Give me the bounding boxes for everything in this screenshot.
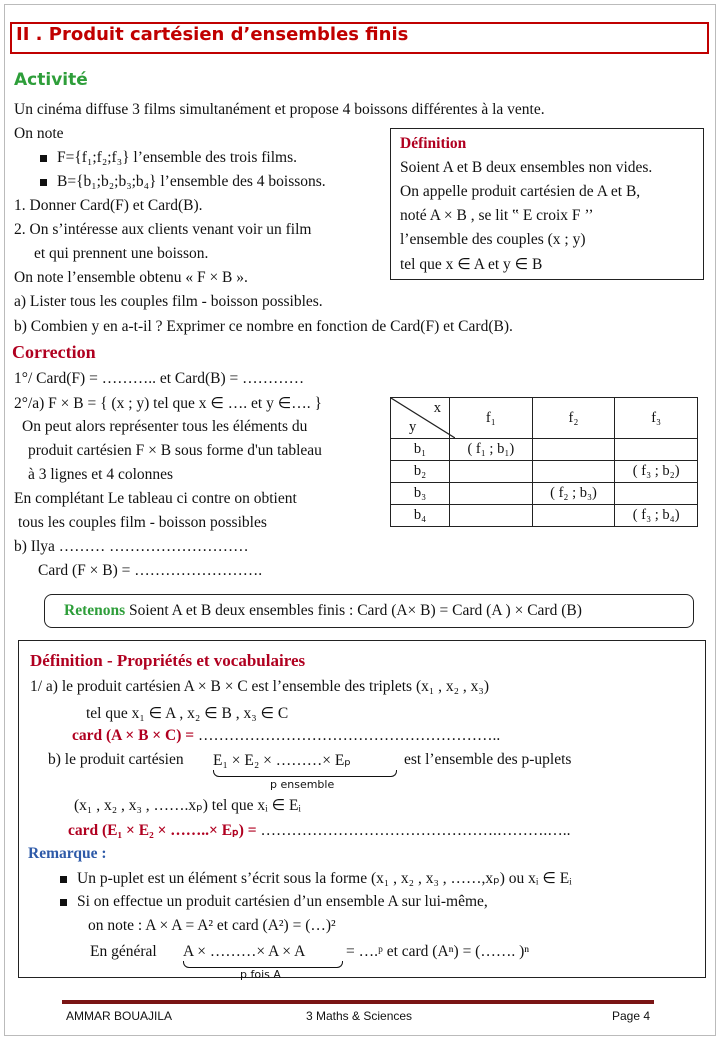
question-2: 2. On s’intéresse aux clients venant voir un film bbox=[14, 221, 312, 238]
row-header: b₁ bbox=[391, 439, 450, 461]
question-2-cont: et qui prennent une boisson. bbox=[34, 245, 209, 262]
correction-line: On peut alors représenter tous les éléments du bbox=[22, 418, 308, 435]
table-cell: ( f₁ ; b₁) bbox=[450, 439, 533, 461]
table-cell: ( f₃ ; b₂) bbox=[615, 461, 698, 483]
card-abc-dots: ………………………………………………….. bbox=[197, 727, 501, 744]
card-e-label: card (E₁ × E₂ × ……..× Eₚ) = bbox=[68, 822, 257, 839]
list-item bbox=[40, 173, 326, 191]
b-suffix: est l’ensemble des p-uplets bbox=[404, 751, 572, 768]
correction-line: En complétant Le tableau ci contre on obtient bbox=[14, 490, 297, 507]
col-header: f₂ bbox=[532, 398, 615, 439]
bullet-icon bbox=[60, 899, 67, 906]
table-cell: ( f₂ ; b₃) bbox=[532, 483, 615, 505]
p-uplet-condition: (x₁ , x₂ , x₃ , …….xₚ) tel que xᵢ ∈ Eᵢ bbox=[74, 797, 301, 814]
remark-1: Un p-uplet est un élément s’écrit sous la forme (x₁ , x₂ , x₃ , ……,xₚ) ou xᵢ ∈ Eᵢ bbox=[77, 870, 572, 887]
question-2-note: On note l’ensemble obtenu « F × B ». bbox=[14, 269, 248, 286]
b-expression: E₁ × E₂ × ………× Eₚ bbox=[213, 752, 351, 769]
couples-table bbox=[390, 397, 698, 527]
bullet-icon bbox=[60, 876, 67, 883]
p-fois-note: p fois A bbox=[240, 968, 281, 981]
remark-2-note: on note : A × A = A² et card (A²) = (…)² bbox=[88, 917, 336, 934]
p-ensemble-note: p ensemble bbox=[270, 778, 335, 791]
remarque-heading: Remarque : bbox=[28, 845, 107, 862]
retenons-text: Soient A et B deux ensembles finis : Card (A× B) = Card (A ) × Card (B) bbox=[129, 602, 582, 619]
table-cell bbox=[450, 461, 533, 483]
table-cell bbox=[532, 439, 615, 461]
activite-intro: Un cinéma diffuse 3 films simultanément et propose 4 boissons différentes à la vente. bbox=[14, 101, 545, 118]
correction-line: à 3 lignes et 4 colonnes bbox=[28, 466, 174, 483]
list-item bbox=[60, 893, 488, 911]
table-cell bbox=[532, 461, 615, 483]
triplet-line: 1/ a) le produit cartésien A × B × C est l’ensemble des triplets (x₁ , x₂ , x₃) bbox=[30, 678, 489, 695]
triplet-condition: tel que x₁ ∈ A , x₂ ∈ B , x₃ ∈ C bbox=[86, 705, 289, 722]
col-header: f₁ bbox=[450, 398, 533, 439]
retenons-line bbox=[64, 602, 582, 620]
correction-line: tous les couples film - boisson possibles bbox=[18, 514, 267, 531]
bullet-icon bbox=[40, 179, 47, 186]
corner-y: y bbox=[409, 419, 417, 435]
table-row bbox=[391, 398, 698, 439]
remark-2: Si on effectue un produit cartésien d’un ensemble A sur lui-même, bbox=[77, 893, 488, 910]
correction-line: 1°/ Card(F) = ……….. et Card(B) = ………… bbox=[14, 370, 305, 387]
footer-author: AMMAR BOUAJILA bbox=[66, 1009, 173, 1023]
definition-line: On appelle produit cartésien de A et B, bbox=[400, 183, 641, 200]
table-cell bbox=[615, 483, 698, 505]
card-e-dots: ……………………………………….……….….. bbox=[260, 822, 571, 839]
question-a: a) Lister tous les couples film - boisson possibles. bbox=[14, 293, 323, 310]
corner-x: x bbox=[433, 400, 441, 416]
table-cell bbox=[615, 439, 698, 461]
list-item bbox=[40, 149, 297, 167]
general-suffix: = ….ᵖ et card (Aⁿ) = (……. )ⁿ bbox=[346, 943, 530, 960]
definition-line: noté A × B , se lit ‟ E croix F ’’ bbox=[400, 207, 594, 224]
definition-title: Définition bbox=[400, 135, 467, 152]
definition-line: l’ensemble des couples (x ; y) bbox=[400, 231, 586, 248]
question-b: b) Combien y en a-t-il ? Exprimer ce nombre en fonction de Card(F) et Card(B). bbox=[14, 318, 513, 335]
general-expression: A × ………× A × A bbox=[183, 943, 306, 960]
on-note: On note bbox=[14, 125, 64, 142]
page-title: II . Produit cartésien d’ensembles finis bbox=[16, 24, 409, 45]
table-cell: ( f₃ ; b₄) bbox=[615, 505, 698, 527]
activite-heading: Activité bbox=[14, 70, 88, 90]
definition-line: Soient A et B deux ensembles non vides. bbox=[400, 159, 653, 176]
footer-bar bbox=[62, 1000, 654, 1004]
card-abc-line bbox=[72, 727, 500, 745]
correction-line: b) Ilya ……… ……………………… bbox=[14, 538, 249, 555]
table-row bbox=[391, 483, 698, 505]
list-item bbox=[60, 869, 572, 888]
table-row bbox=[391, 461, 698, 483]
diagonal-line bbox=[391, 398, 455, 438]
general-prefix: En général bbox=[90, 943, 157, 960]
underbrace bbox=[213, 770, 397, 777]
definition-properties-title: Définition - Propriétés et vocabulaires bbox=[30, 651, 306, 670]
table-cell bbox=[450, 505, 533, 527]
bullet-b: B={b₁;b₂;b₃;b₄} l’ensemble des 4 boissons. bbox=[57, 173, 326, 190]
b-prefix: b) le produit cartésien bbox=[48, 751, 184, 768]
row-header: b₃ bbox=[391, 483, 450, 505]
row-header: b₄ bbox=[391, 505, 450, 527]
card-e-line bbox=[68, 821, 570, 840]
col-header: f₃ bbox=[615, 398, 698, 439]
underbrace bbox=[183, 961, 343, 968]
bullet-f: F={f₁;f₂;f₃} l’ensemble des trois films. bbox=[57, 149, 298, 166]
retenons-label: Retenons bbox=[64, 602, 126, 619]
question-1: 1. Donner Card(F) et Card(B). bbox=[14, 197, 203, 214]
table-row bbox=[391, 439, 698, 461]
table-cell bbox=[532, 505, 615, 527]
correction-line: 2°/a) F × B = { (x ; y) tel que x ∈ …. et y ∈…. } bbox=[14, 395, 322, 412]
footer-page: Page 4 bbox=[612, 1009, 651, 1023]
correction-line: produit cartésien F × B sous forme d'un tableau bbox=[28, 442, 322, 459]
table-row bbox=[391, 505, 698, 527]
correction-line: Card (F × B) = ……………………. bbox=[38, 562, 263, 579]
table-corner bbox=[391, 398, 450, 439]
footer-class: 3 Maths & Sciences bbox=[306, 1009, 413, 1023]
correction-heading: Correction bbox=[12, 342, 96, 362]
card-abc-label: card (A × B × C) = bbox=[72, 727, 195, 744]
bullet-icon bbox=[40, 155, 47, 162]
row-header: b₂ bbox=[391, 461, 450, 483]
table-cell bbox=[450, 483, 533, 505]
definition-line: tel que x ∈ A et y ∈ B bbox=[400, 256, 543, 273]
